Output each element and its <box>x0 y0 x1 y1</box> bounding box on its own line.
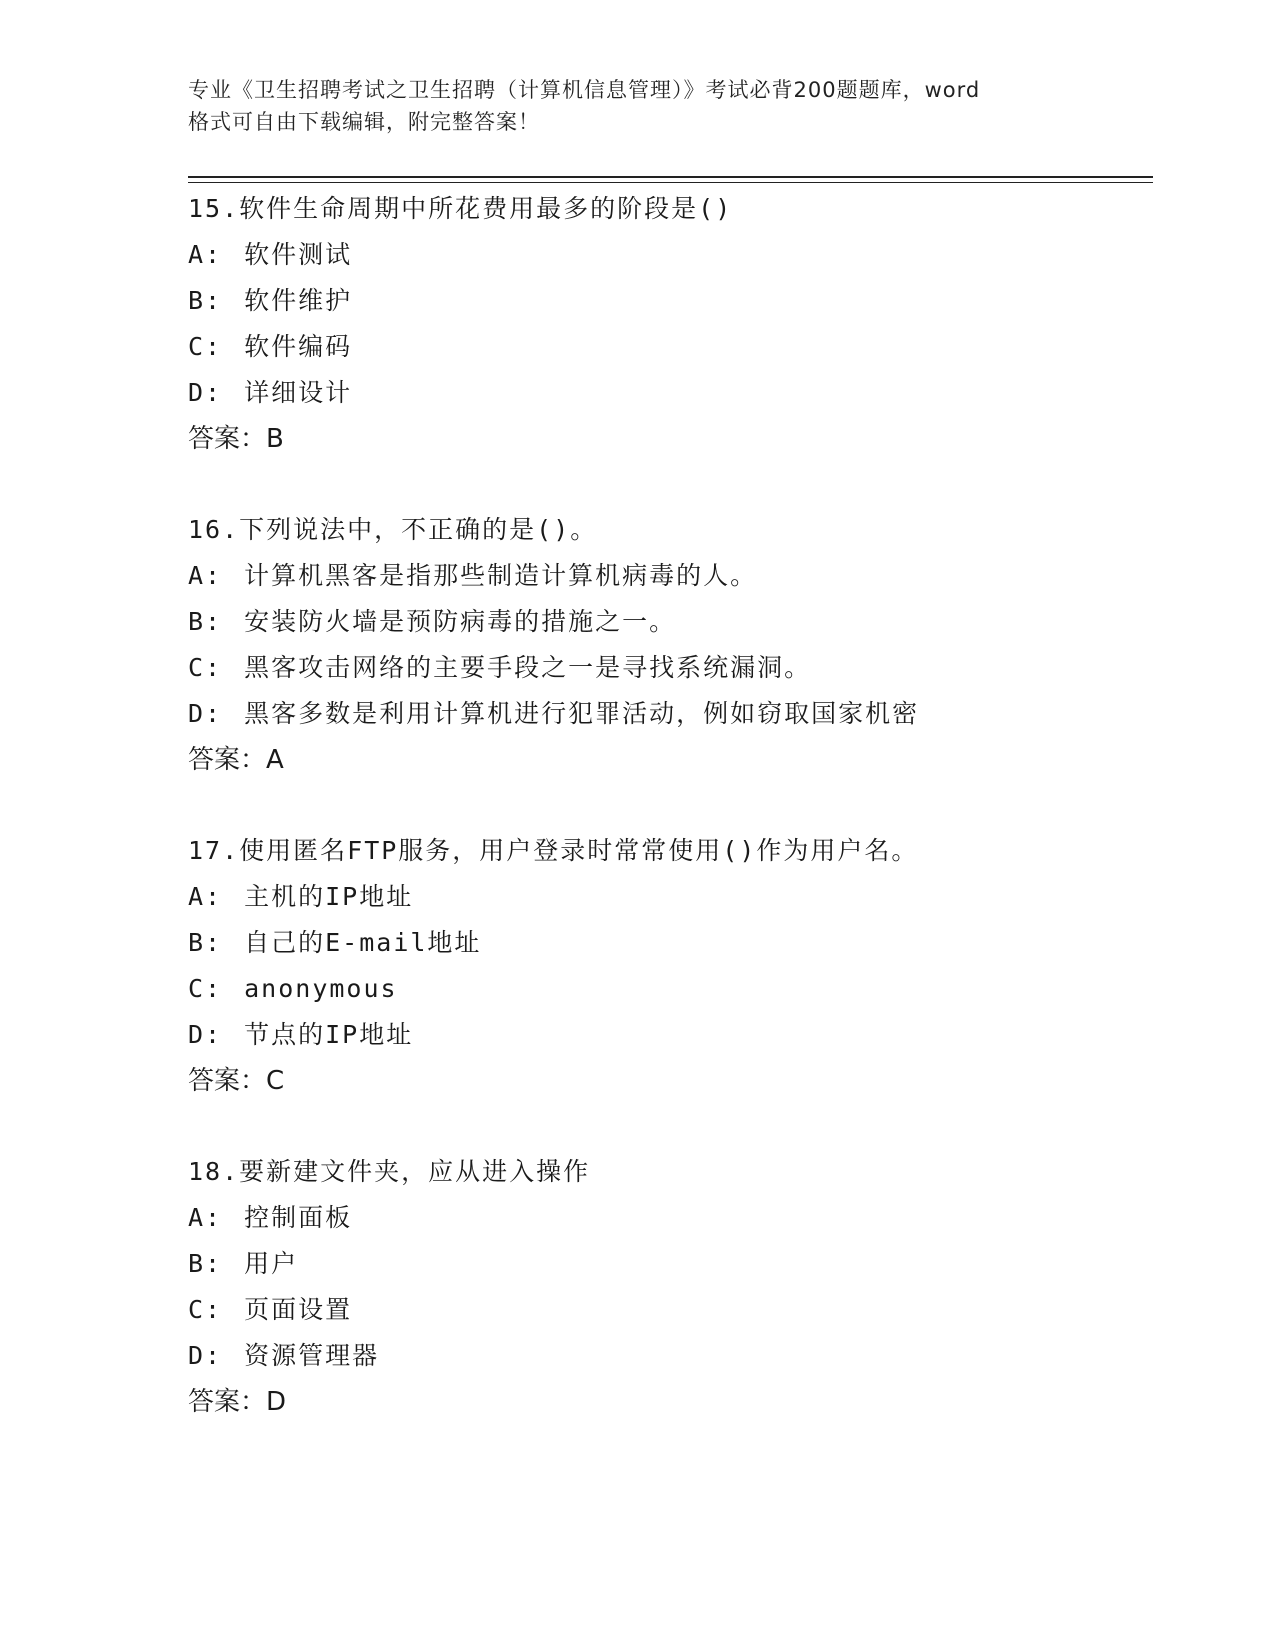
option-b <box>188 599 1153 645</box>
option-key: C: <box>188 332 223 361</box>
question-stem: 15.软件生命周期中所花费用最多的阶段是() <box>188 194 733 223</box>
question-stem: 17.使用匿名FTP服务，用户登录时常常使用()作为用户名。 <box>188 836 919 865</box>
option-text: 资源管理器 <box>244 1341 380 1370</box>
question-17 <box>188 828 1153 1104</box>
option-b <box>188 920 1153 966</box>
option-key: A: <box>188 240 223 269</box>
option-text: 黑客多数是利用计算机进行犯罪活动，例如窃取国家机密 <box>244 699 920 728</box>
question-16 <box>188 507 1153 783</box>
header-title-line-1: 专业《卫生招聘考试之卫生招聘（计算机信息管理）》考试必背200题题库，word <box>188 78 981 102</box>
question-list <box>188 186 1153 1470</box>
option-text: 详细设计 <box>244 378 353 407</box>
option-key: C: <box>188 653 223 682</box>
option-a <box>188 232 1153 278</box>
answer-text: 答案：C <box>188 1066 285 1096</box>
option-key: A: <box>188 882 223 911</box>
option-a <box>188 874 1153 920</box>
option-d <box>188 370 1153 416</box>
option-c <box>188 1287 1153 1333</box>
option-c <box>188 324 1153 370</box>
option-text: 控制面板 <box>244 1203 353 1232</box>
option-a <box>188 553 1153 599</box>
option-text: 黑客攻击网络的主要手段之一是寻找系统漏洞。 <box>244 653 812 682</box>
option-key: B: <box>188 1249 223 1278</box>
option-key: D: <box>188 378 223 407</box>
question-15 <box>188 186 1153 462</box>
option-b <box>188 278 1153 324</box>
question-stem: 16.下列说法中，不正确的是()。 <box>188 515 598 544</box>
option-c <box>188 645 1153 691</box>
answer-text: 答案：B <box>188 424 284 454</box>
option-key: D: <box>188 1341 223 1370</box>
option-text: 安装防火墙是预防病毒的措施之一。 <box>244 607 677 636</box>
option-text: 软件测试 <box>244 240 353 269</box>
document-header <box>188 74 1088 138</box>
option-b <box>188 1241 1153 1287</box>
answer-text: 答案：A <box>188 745 284 775</box>
option-key: A: <box>188 561 223 590</box>
option-a <box>188 1195 1153 1241</box>
option-text: 自己的E-mail地址 <box>244 928 482 957</box>
answer-text: 答案：D <box>188 1387 287 1417</box>
option-text: 软件编码 <box>244 332 353 361</box>
option-text: 页面设置 <box>244 1295 353 1324</box>
option-text: 用户 <box>244 1249 299 1278</box>
option-key: D: <box>188 699 223 728</box>
option-c <box>188 966 1153 1012</box>
option-d <box>188 691 1153 737</box>
option-text: 主机的IP地址 <box>244 882 414 911</box>
option-key: D: <box>188 1020 223 1049</box>
option-text: anonymous <box>244 974 398 1003</box>
option-key: A: <box>188 1203 223 1232</box>
option-text: 软件维护 <box>244 286 353 315</box>
header-divider-thick <box>188 176 1153 178</box>
header-title-line-2: 格式可自由下载编辑，附完整答案！ <box>188 110 540 134</box>
option-key: B: <box>188 607 223 636</box>
option-key: B: <box>188 286 223 315</box>
option-text: 计算机黑客是指那些制造计算机病毒的人。 <box>244 561 758 590</box>
option-d <box>188 1333 1153 1379</box>
header-divider-thin <box>188 182 1153 183</box>
question-18 <box>188 1149 1153 1425</box>
question-stem: 18.要新建文件夹，应从进入操作 <box>188 1157 591 1186</box>
option-key: C: <box>188 974 223 1003</box>
option-key: B: <box>188 928 223 957</box>
option-text: 节点的IP地址 <box>244 1020 414 1049</box>
option-d <box>188 1012 1153 1058</box>
option-key: C: <box>188 1295 223 1324</box>
